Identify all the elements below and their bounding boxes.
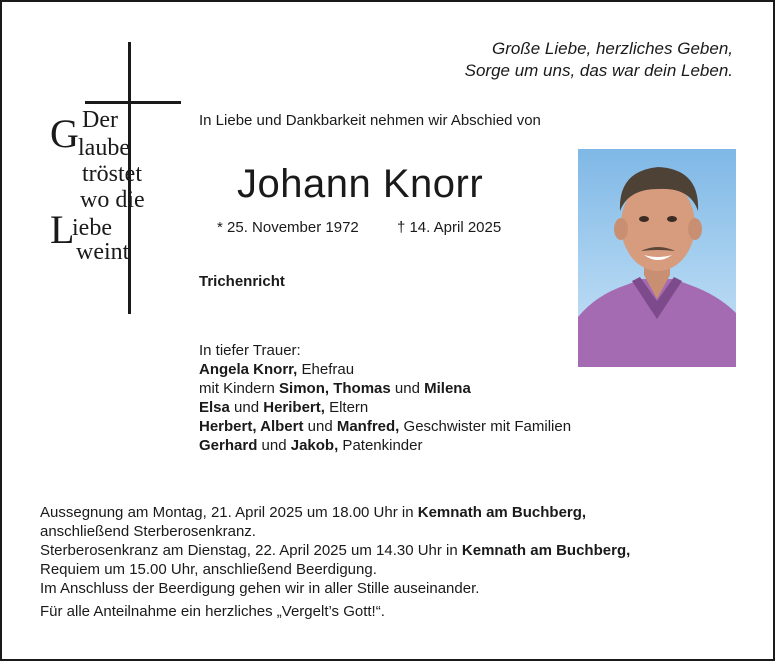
- faith-line-2: laube: [78, 135, 130, 161]
- faith-initial-l: L: [50, 207, 75, 252]
- portrait-image: [578, 149, 736, 367]
- service-closing-note: Im Anschluss der Beerdigung gehen wir in aller Stille auseinander.: [40, 580, 480, 597]
- mourner-row-spouse: Angela Knorr, Ehefrau: [199, 361, 355, 378]
- faith-word-der: Der: [82, 107, 118, 133]
- mourners-heading: In tiefer Trauer:: [199, 342, 301, 359]
- portrait-photo: [578, 149, 736, 367]
- residence-place: Trichenricht: [199, 273, 285, 290]
- service-rosary: Sterberosenkranz am Dienstag, 22. April 2025 um 14.30 Uhr in Kemnath am Buchberg,: [40, 542, 631, 559]
- deceased-name: Johann Knorr: [237, 162, 484, 206]
- mourner-row-siblings: Herbert, Albert und Manfred, Geschwister mit Familien: [199, 418, 572, 435]
- faith-word-iebe: iebe: [72, 215, 112, 241]
- motto-verse: [465, 38, 733, 82]
- service-requiem: Requiem um 15.00 Uhr, anschließend Beerdigung.: [40, 561, 377, 578]
- cross-icon-horizontal-bar: [85, 101, 181, 104]
- faith-line-6: weint: [76, 239, 130, 265]
- faith-line-3: tröstet: [82, 161, 142, 187]
- mourner-row-parents: Elsa und Heribert, Eltern: [199, 399, 369, 416]
- birth-date: * 25. November 1972: [217, 219, 359, 236]
- service-rosary-note: anschließend Sterberosenkranz.: [40, 523, 256, 540]
- funeral-services: [40, 503, 630, 598]
- mourner-row-godchildren: Gerhard und Jakob, Patenkinder: [199, 437, 423, 454]
- thanks-line: Für alle Anteilnahme ein herzliches „Vergelt’s Gott!“.: [40, 603, 385, 620]
- farewell-intro: In Liebe und Dankbarkeit nehmen wir Abschied von: [199, 112, 541, 129]
- death-date: † 14. April 2025: [396, 219, 502, 236]
- mourners-list: [199, 341, 571, 455]
- faith-line-4: wo die: [80, 187, 145, 213]
- service-blessing: Aussegnung am Montag, 21. April 2025 um 18.00 Uhr in Kemnath am Buchberg,: [40, 504, 587, 521]
- faith-initial-g: G: [50, 111, 79, 156]
- motto-line-1: Große Liebe, herzliches Geben,: [492, 39, 733, 58]
- life-dates: [217, 219, 501, 236]
- mourner-row-children: mit Kindern Simon, Thomas und Milena: [199, 380, 471, 397]
- motto-line-2: Sorge um uns, das war dein Leben.: [464, 61, 733, 80]
